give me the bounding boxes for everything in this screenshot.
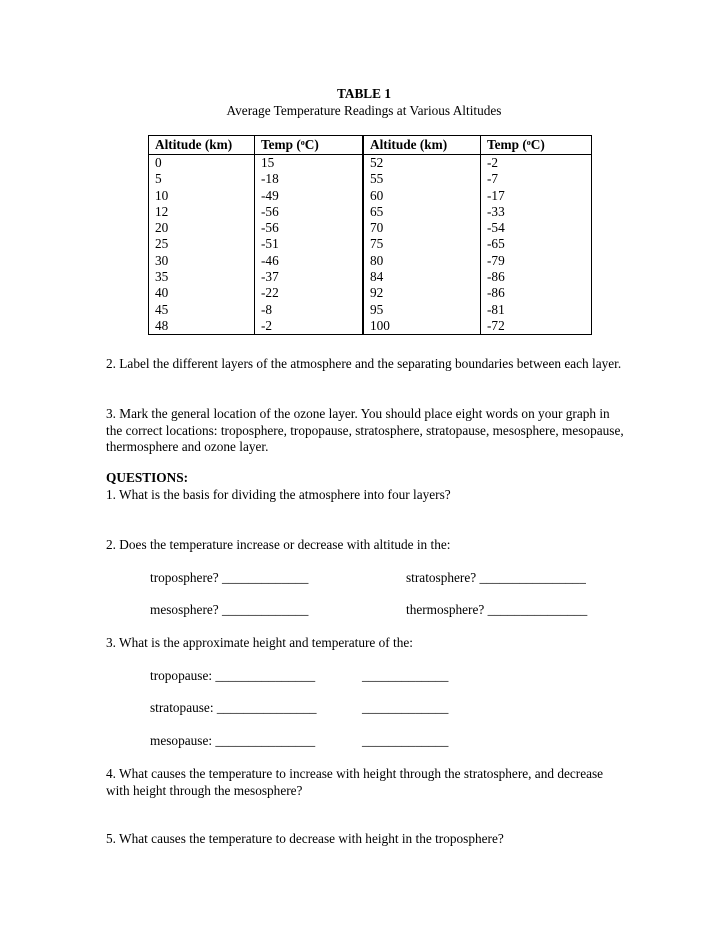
question-4: 4. What causes the temperature to increase with height through the stratosphere, and decrease with height through the mesosphere? bbox=[106, 766, 604, 798]
answer-tropopause-temp[interactable]: _____________ bbox=[362, 668, 449, 683]
temp-cell: -33 bbox=[481, 204, 592, 220]
questions-heading: QUESTIONS: bbox=[106, 470, 189, 485]
temp-cell: -51 bbox=[255, 236, 364, 252]
temp-cell: -79 bbox=[481, 253, 592, 269]
temp-cell: -86 bbox=[481, 285, 592, 301]
table-row bbox=[149, 155, 592, 172]
answer-stratopause-height[interactable]: stratopause: _______________ bbox=[150, 700, 317, 715]
table-row bbox=[149, 220, 592, 236]
answer-stratosphere[interactable]: stratosphere? ________________ bbox=[406, 570, 586, 585]
temp-cell: -2 bbox=[481, 155, 592, 172]
table-row bbox=[149, 269, 592, 285]
answer-stratopause-temp[interactable]: _____________ bbox=[362, 700, 449, 715]
temp-cell: -46 bbox=[255, 253, 364, 269]
altitude-cell: 80 bbox=[363, 253, 481, 269]
altitude-cell: 92 bbox=[363, 285, 481, 301]
temp-cell: -86 bbox=[481, 269, 592, 285]
altitude-cell: 55 bbox=[363, 171, 481, 187]
table-row bbox=[149, 302, 592, 318]
answer-tropopause-height[interactable]: tropopause: _______________ bbox=[150, 668, 316, 683]
temp-cell: -81 bbox=[481, 302, 592, 318]
question-3: 3. What is the approximate height and temperature of the: bbox=[106, 635, 413, 650]
altitude-cell: 52 bbox=[363, 155, 481, 172]
table-row bbox=[149, 253, 592, 269]
altitude-cell: 70 bbox=[363, 220, 481, 236]
table-row bbox=[149, 285, 592, 301]
temperature-table bbox=[148, 135, 592, 335]
altitude-cell: 35 bbox=[149, 269, 255, 285]
altitude-cell: 100 bbox=[363, 318, 481, 335]
altitude-cell: 84 bbox=[363, 269, 481, 285]
temp-cell: -8 bbox=[255, 302, 364, 318]
altitude-cell: 60 bbox=[363, 188, 481, 204]
altitude-cell: 0 bbox=[149, 155, 255, 172]
header-temp-1: Temp ($^o$C) bbox=[255, 136, 364, 155]
answer-thermosphere[interactable]: thermosphere? _______________ bbox=[406, 602, 588, 617]
answer-mesopause-height[interactable]: mesopause: _______________ bbox=[150, 733, 316, 748]
table-title: TABLE 1 bbox=[336, 86, 392, 101]
temp-cell: -22 bbox=[255, 285, 364, 301]
table-row bbox=[149, 188, 592, 204]
altitude-cell: 48 bbox=[149, 318, 255, 335]
altitude-cell: 12 bbox=[149, 204, 255, 220]
table-body bbox=[149, 155, 592, 335]
temp-cell: -65 bbox=[481, 236, 592, 252]
instruction-3: 3. Mark the general location of the ozone layer. You should place eight words on your graph in the correct locations: troposphere, tropopause, stratosphere, stratopause, mesosphere, mesopause, thermosphere and ozone layer. bbox=[106, 406, 624, 454]
question-2: 2. Does the temperature increase or decrease with altitude in the: bbox=[106, 537, 451, 552]
answer-mesopause-temp[interactable]: _____________ bbox=[362, 733, 449, 748]
altitude-cell: 25 bbox=[149, 236, 255, 252]
altitude-cell: 75 bbox=[363, 236, 481, 252]
altitude-cell: 95 bbox=[363, 302, 481, 318]
answer-mesosphere[interactable]: mesosphere? _____________ bbox=[150, 602, 309, 617]
temp-cell: 15 bbox=[255, 155, 364, 172]
table-row bbox=[149, 204, 592, 220]
table-row bbox=[149, 236, 592, 252]
table-row bbox=[149, 171, 592, 187]
temp-cell: -18 bbox=[255, 171, 364, 187]
altitude-cell: 5 bbox=[149, 171, 255, 187]
question-1: 1. What is the basis for dividing the atmosphere into four layers? bbox=[106, 487, 451, 502]
altitude-cell: 20 bbox=[149, 220, 255, 236]
temp-cell: -17 bbox=[481, 188, 592, 204]
header-temp-2: Temp ($^o$C) bbox=[481, 136, 592, 155]
temp-cell: -7 bbox=[481, 171, 592, 187]
temp-cell: -56 bbox=[255, 220, 364, 236]
altitude-cell: 10 bbox=[149, 188, 255, 204]
instruction-2: 2. Label the different layers of the atmosphere and the separating boundaries between each layer. bbox=[106, 356, 622, 371]
temp-cell: -49 bbox=[255, 188, 364, 204]
header-altitude-2: Altitude (km) bbox=[363, 136, 481, 155]
table-header-row bbox=[149, 136, 592, 155]
temp-cell: -37 bbox=[255, 269, 364, 285]
table-row bbox=[149, 318, 592, 335]
header-altitude-1: Altitude (km) bbox=[149, 136, 255, 155]
altitude-cell: 45 bbox=[149, 302, 255, 318]
table-subtitle: Average Temperature Readings at Various Altitudes bbox=[226, 103, 502, 118]
temp-cell: -72 bbox=[481, 318, 592, 335]
answer-troposphere[interactable]: troposphere? _____________ bbox=[150, 570, 309, 585]
temp-cell: -54 bbox=[481, 220, 592, 236]
question-5: 5. What causes the temperature to decrease with height in the troposphere? bbox=[106, 831, 504, 846]
altitude-cell: 65 bbox=[363, 204, 481, 220]
temp-cell: -2 bbox=[255, 318, 364, 335]
altitude-cell: 30 bbox=[149, 253, 255, 269]
temp-cell: -56 bbox=[255, 204, 364, 220]
altitude-cell: 40 bbox=[149, 285, 255, 301]
